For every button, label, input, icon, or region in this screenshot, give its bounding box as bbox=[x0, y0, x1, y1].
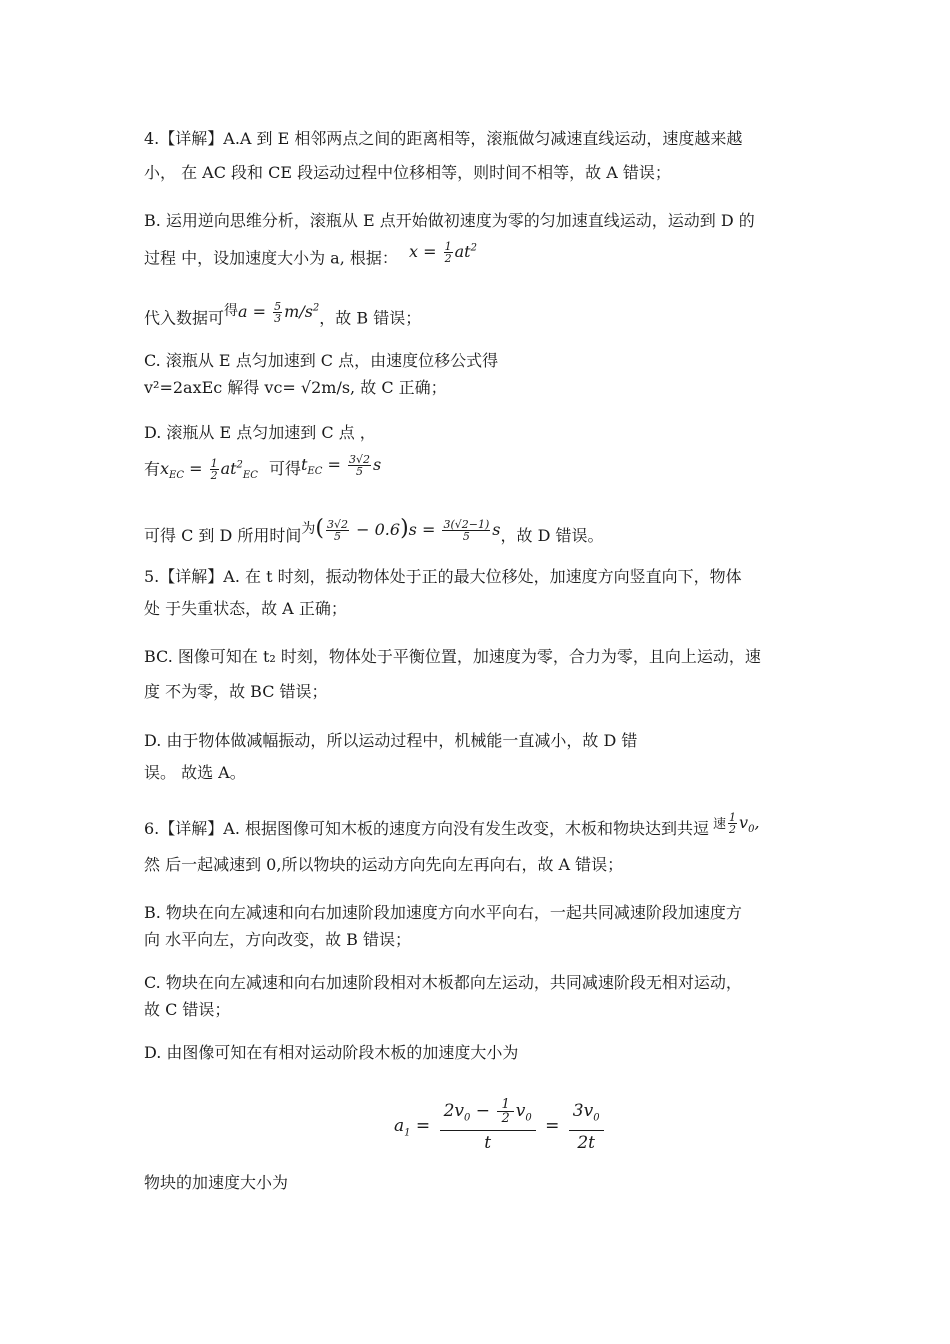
q4-d-line-3-wei: 为 bbox=[301, 521, 316, 537]
q4-b-line-3 bbox=[144, 300, 422, 330]
q4-b-line-1: B. 运用逆向思维分析，滚瓶从 E 点开始做初速度为零的匀加速直线运动，运动到 D 的 bbox=[144, 211, 755, 230]
q6-d-line-1: D. 由图像可知在有相对运动阶段木板的加速度大小为 bbox=[144, 1043, 519, 1062]
formula-a-value: a = $\frac{5}{3}$ $m/s^2$ bbox=[238, 300, 320, 326]
q6-b-line-1: B. 物块在向左减速和向右加速阶段加速度方向水平向右，一起共同减速阶段加速度方 bbox=[144, 903, 742, 922]
q5-line-2: 处 于失重状态，故 A 正确； bbox=[144, 599, 347, 618]
q4-d-line-3-suffix: ，故 D 错误。 bbox=[500, 526, 604, 545]
q6-c-line-1: C. 物块在向左减速和向右加速阶段相对木板都向左运动，共同减速阶段无相对运动， bbox=[144, 973, 742, 992]
q5-line-1: 5.【详解】A. 在 t 时刻，振动物体处于正的最大位移处，加速度方向竖直向下，物体 bbox=[144, 567, 742, 586]
q6-line-1 bbox=[144, 811, 760, 847]
q5-bc-line-1: BC. 图像可知在 t₂ 时刻，物体处于平衡位置，加速度为零，合力为零，且向上运动，速 bbox=[144, 647, 761, 666]
formula-xec: $x_{EC}$ = $\frac{1}{2}$ $at^2_{EC}$ bbox=[160, 457, 258, 483]
formula-x-half-at2: x = $\frac{1}{2}$ $at^2$ bbox=[408, 240, 477, 266]
q4-b-line-3-de: 得 bbox=[224, 303, 239, 320]
q4-b-line-3-prefix: 代入数据可 bbox=[144, 308, 225, 328]
q4-d-line-3-prefix: 可得 C 到 D 所用时间 bbox=[144, 526, 302, 545]
formula-tec: $t_{EC}$ = $\frac{3√2}{5}$ s bbox=[300, 453, 382, 479]
q6-line-1-su: 速 bbox=[713, 817, 727, 832]
q6-c-line-2: 故 C 错误； bbox=[144, 1000, 231, 1019]
q4-d-line-2-prefix: 有 bbox=[144, 459, 161, 479]
q6-line-2: 然 后一起减速到 0,所以物块的运动方向先向左再向右，故 A 错误； bbox=[144, 855, 624, 874]
formula-t-cd: ( $\frac{3√2}{5}$ − 0.6)s = $\frac{3(√2-1)}{5}$ s bbox=[315, 516, 501, 543]
q4-d-line-2 bbox=[144, 455, 381, 488]
q4-d-line-3 bbox=[144, 516, 604, 548]
q4-c-line-1: C. 滚瓶从 E 点匀加速到 C 点，由速度位移公式得 bbox=[144, 351, 499, 370]
q4-b-line-3-suffix: ，故 B 错误； bbox=[319, 308, 422, 328]
formula-a1: $a_1$ = $2v_0$ − $\frac{1}{2}$ $v_0$ t = $\frac{3v_0}{2t}$ bbox=[394, 1098, 608, 1155]
q5-d-line-1: D. 由于物体做减幅振动，所以运动过程中，机械能一直减小，故 D 错 bbox=[144, 731, 638, 750]
q6-line-1-text: 6.【详解】A. 根据图像可知木板的速度方向没有发生改变，木板和物块达到共逗 bbox=[144, 819, 709, 838]
q4-d-line-1: D. 滚瓶从 E 点匀加速到 C 点 ， bbox=[144, 423, 376, 442]
q4-line-2: 小， 在 AC 段和 CE 段运动过程中位移相等，则时间不相等，故 A 错误； bbox=[144, 163, 671, 182]
q4-d-line-2-mid: 可得 bbox=[268, 459, 301, 479]
q4-b-line-2 bbox=[144, 240, 477, 270]
q5-bc-line-2: 度 不为零，故 BC 错误； bbox=[144, 682, 328, 701]
q6-b-line-2: 向 水平向左，方向改变，故 B 错误； bbox=[144, 930, 412, 949]
q4-b-line-2-text: 过程 中，设加速度大小为 a, 根据： bbox=[144, 248, 398, 268]
q4-line-1: 4.【详解】A.A 到 E 相邻两点之间的距离相等，滚瓶做匀减速直线运动，速度越来越 bbox=[144, 129, 743, 148]
q5-d-line-2: 误。 故选 A。 bbox=[144, 763, 246, 782]
q4-c-line-2: v²=2axEc 解得 vc= √2m/s, 故 C 正确； bbox=[144, 378, 447, 397]
formula-half-v0: $\frac{1}{2}$ $v_0$, bbox=[729, 811, 760, 836]
q6-d-line-2: 物块的加速度大小为 bbox=[144, 1173, 289, 1192]
